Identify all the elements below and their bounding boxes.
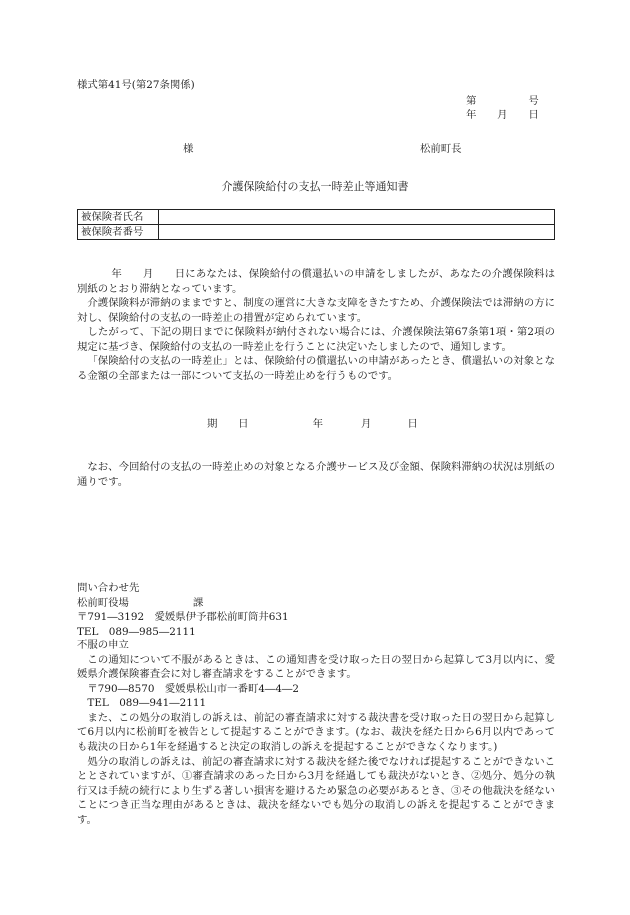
body-paragraph-1: 年 月 日にあなたは、保険給付の償還払いの申請をしましたが、あなたの介護保険料は別紙のとおり滞納となっています。 <box>77 268 555 295</box>
appeal-tel: TEL 089―941―2111 <box>87 697 207 710</box>
contact-address: 〒791―3192 愛媛県伊予郡松前町筒井631 <box>77 611 289 624</box>
body-paragraph-4: 「保険給付の支払の一時差止」とは、保険給付の償還払いの申請があったとき、償還払いの対象となる金額の全部または一部について支払の一時差止めを行うものです。 <box>77 355 555 382</box>
deadline-month: 月 <box>360 418 372 430</box>
body-paragraph-3: したがって、下記の期日までに保険料が納付されない場合には、介護保険法第67条第1項・第2項の規定に基づき、保険給付の支払の一時差止を行うことに決定いたしましたので、通知します。 <box>77 326 555 353</box>
insured-name-label: 被保険者氏名 <box>78 210 159 225</box>
deadline-line <box>207 417 418 432</box>
table-row <box>78 210 555 225</box>
body-paragraph-2: 介護保険料が滞納のままですと、制度の運営に大きな支障をきたすため、介護保険法では滞納の方に対し、保険給付の支払の一時差止の措置が定められています。 <box>77 297 555 324</box>
supplementary-note: なお、今回給付の支払の一時差止めの対象となる介護サービス及び金額、保険料滞納の状況は別紙の通りです。 <box>77 461 555 488</box>
insured-name-value <box>159 210 555 225</box>
contact-block <box>77 581 557 639</box>
deadline-label: 期 日 <box>207 418 249 430</box>
document-number: 第 号 <box>466 95 539 107</box>
contact-heading: 問い合わせ先 <box>77 582 140 594</box>
deadline-day: 日 <box>407 418 418 430</box>
insured-number-label: 被保険者番号 <box>78 225 159 240</box>
deadline-year: 年 <box>312 418 323 430</box>
issuer-name: 松前町長 <box>420 143 462 155</box>
appeal-paragraph-2: また、この処分の取消しの訴えは、前記の審査請求に対する裁決書を受け取った日の翌日から起算して6月以内に松前町を被告として提起することができます。(なお、裁決を経た日から6月以内であっても裁決の日から1年を経過すると決定の取消しの訴えを提起することができなくなります。) <box>77 711 555 753</box>
contact-office-line <box>77 596 557 611</box>
contact-tel: TEL 089―985―2111 <box>77 625 196 638</box>
document-title: 介護保険給付の支払一時差止等通知書 <box>221 180 409 193</box>
appeal-address: 〒790―8570 愛媛県松山市一番町4―4―2 <box>87 682 299 695</box>
addressee-honorific: 様 <box>183 143 194 155</box>
form-number: 様式第41号(第27条関係) <box>77 79 195 91</box>
notice-body <box>77 267 555 384</box>
contact-section: 課 <box>192 596 204 609</box>
contact-office: 松前町役場 <box>77 596 129 609</box>
insured-person-table <box>77 209 555 240</box>
appeal-heading: 不服の申立 <box>77 639 129 651</box>
appeal-paragraph-3: 処分の取消しの訴えは、前記の審査請求に対する裁決を経た後でなければ提起することができないこととされていますが、①審査請求のあった日から3月を経過しても裁決がないとき、②処分、処分の執行又は手続の続行により生ずる著しい損害を避けるため緊急の必要があるとき、③その他裁決を経ないことにつき正当な理由があるときは、裁決を経ないでも処分の取消しの訴えを提起することができます。 <box>77 755 555 826</box>
appeal-paragraph-1: この通知について不服があるときは、この通知書を受け取った日の翌日から起算して3月以内に、愛媛県介護保険審査会に対し審査請求をすることができます。 <box>77 653 555 681</box>
appeal-block <box>77 638 555 827</box>
issue-date: 年 月 日 <box>466 109 539 121</box>
insured-number-value <box>159 225 555 240</box>
table-row <box>78 225 555 240</box>
